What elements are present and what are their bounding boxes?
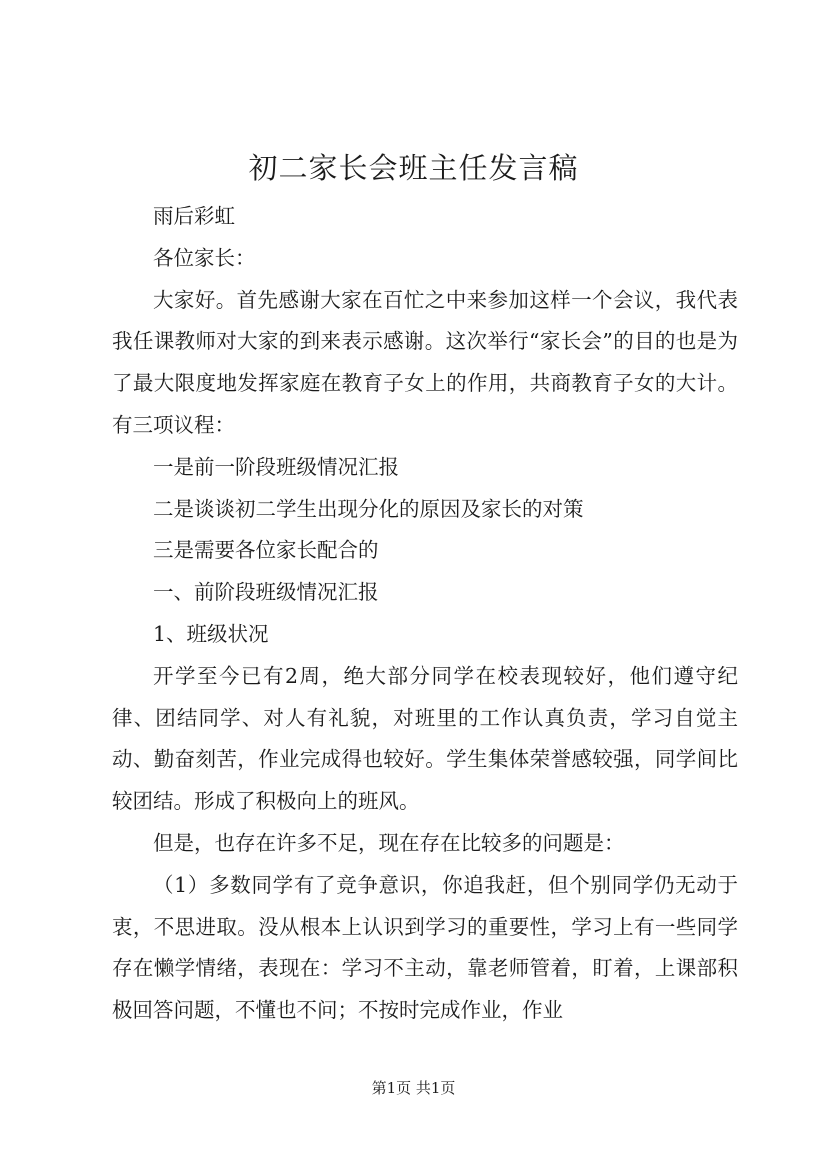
document-body xyxy=(112,196,738,1032)
agenda-item-3: 三是需要各位家长配合的 xyxy=(153,538,379,563)
document-title: 初二家长会班主任发言稿 xyxy=(248,151,579,185)
section-heading: 一、前阶段班级情况汇报 xyxy=(153,580,379,605)
author-line: 雨后彩虹 xyxy=(153,204,235,228)
agenda-item-1: 一是前一阶段班级情况汇报 xyxy=(153,454,399,479)
salutation: 各位家长： xyxy=(153,245,256,270)
subsection-heading: 1、班级状况 xyxy=(153,621,269,646)
paragraph-class-status: 开学至今已有2周，绝大部分同学在校表现较好，他们遵守纪律、团结同学、对人有礼貌，对班里的工作认真负责，学习自觉主动、勤奋刻苦，作业完成得也较好。学生集体荣誉感较强，同学间比较团结。形成了积极向上的班风。 xyxy=(112,663,738,814)
paragraph-problems-intro: 但是，也存在许多不足，现在存在比较多的问题是： xyxy=(153,830,625,855)
paragraph-problem-1: （1）多数同学有了竞争意识，你追我赶，但个别同学仍无动于衷，不思进取。没从根本上认识到学习的重要性，学习上有一些同学存在懒学情绪，表现在：学习不主动，靠老师管着，盯着，上课部积极回答问题，不懂也不问；不按时完成作业，作业 xyxy=(112,872,738,1023)
page-footer: 第1页 共1页 xyxy=(371,1079,456,1097)
agenda-item-2: 二是谈谈初二学生出现分化的原因及家长的对策 xyxy=(153,496,584,521)
paragraph-intro: 大家好。首先感谢大家在百忙之中来参加这样一个会议，我代表我任课教师对大家的到来表示感谢。这次举行“家长会”的目的也是为了最大限度地发挥家庭在教育子女上的作用，共商教育子女的大计。有三项议程： xyxy=(112,287,738,437)
